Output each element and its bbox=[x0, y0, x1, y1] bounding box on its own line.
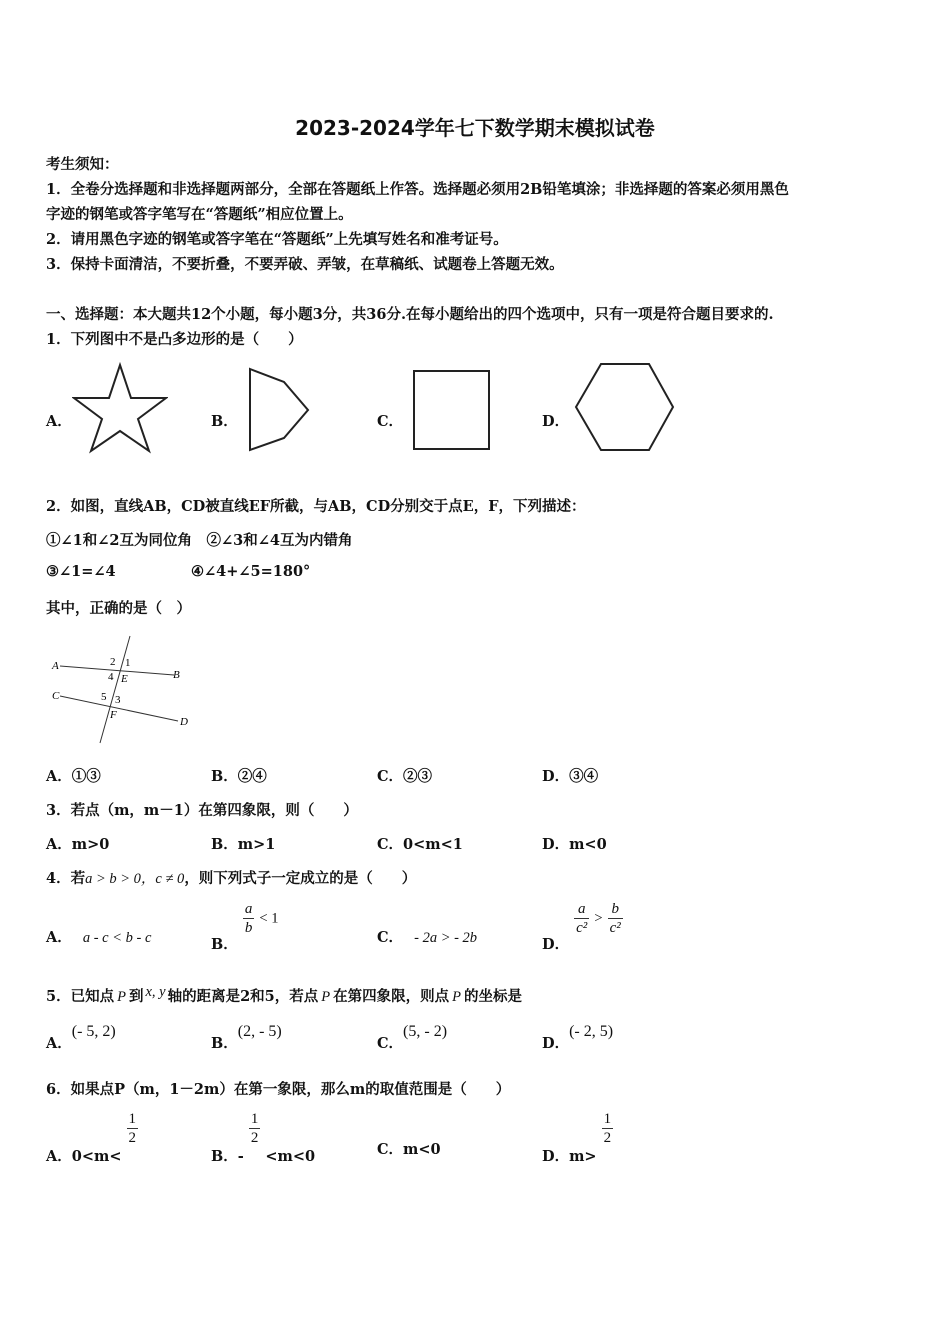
q6-option-c: C．m<0 bbox=[377, 1141, 441, 1158]
q6-a-fraction bbox=[127, 1110, 139, 1147]
q6-option-b bbox=[211, 1110, 316, 1165]
notice-item-3: 3．保持卡面清洁，不要折叠，不要弄破、弄皱，在草稿纸、试题卷上答题无效。 bbox=[46, 256, 564, 273]
q2-stem: 2．如图，直线AB，CD被直线EF所截，与AB，CD分别交于点E，F，下列描述： bbox=[46, 498, 586, 515]
frac-den: c² bbox=[609, 920, 621, 936]
q3-stem: 3．若点（m，m－1）在第四象限，则（ ） bbox=[46, 802, 358, 819]
transversal-figure bbox=[46, 632, 196, 747]
frac-num: 1 bbox=[250, 1111, 259, 1127]
q5-point-p-3: P bbox=[452, 989, 461, 1005]
notice-item-1a: 1．全卷分选择题和非选择题两部分，全部在答题纸上作答。选择题必须用2B铅笔填涂；非选择题的答案必须用黑色 bbox=[46, 181, 789, 198]
label-c: C bbox=[52, 690, 60, 702]
q3-option-b: B．m>1 bbox=[211, 836, 276, 853]
q5-label-b: B． bbox=[211, 1035, 238, 1052]
q5-value-a: (- 5, 2) bbox=[71, 1023, 116, 1040]
q6-b-text: B．- bbox=[211, 1147, 244, 1165]
label-f: F bbox=[110, 709, 117, 721]
frac-num: 1 bbox=[603, 1111, 612, 1127]
q6-a-text: A．0<m< bbox=[46, 1147, 122, 1165]
star-shape bbox=[72, 362, 168, 454]
q5-label-d: D． bbox=[542, 1035, 570, 1052]
q4-stem-post: ，则下列式子一定成立的是（ ） bbox=[184, 870, 417, 887]
q1-label-b: B． bbox=[211, 413, 238, 430]
q3-option-c: C．0<m<1 bbox=[377, 836, 463, 853]
q5-point-p-2: P bbox=[321, 989, 331, 1005]
q4-rel-d: > bbox=[594, 910, 603, 927]
frac-num: 1 bbox=[128, 1111, 137, 1127]
q5-option-a bbox=[46, 1023, 116, 1053]
q2-statement-4: ④∠4+∠5=180° bbox=[191, 563, 311, 580]
q5-to: 到 bbox=[128, 988, 144, 1005]
page-title: 2023-2024学年七下数学期末模拟试卷 bbox=[295, 116, 655, 140]
q4-stem bbox=[46, 867, 416, 888]
q2-option-b: B．②④ bbox=[211, 768, 267, 785]
q6-b-post: <m<0 bbox=[265, 1147, 316, 1165]
q4-label-b: B． bbox=[211, 935, 238, 953]
q6-option-a bbox=[46, 1110, 138, 1165]
q4-label-c: C． bbox=[377, 929, 404, 946]
hexagon-shape bbox=[571, 360, 677, 454]
angle-4: 4 bbox=[108, 671, 114, 683]
q4-rel-b: < 1 bbox=[259, 910, 279, 927]
q5-stem bbox=[46, 985, 522, 1006]
q4-expr-c: - 2a > - 2b bbox=[414, 930, 478, 946]
frac-den: 2 bbox=[250, 1130, 259, 1146]
q2-option-d: D．③④ bbox=[542, 768, 599, 785]
notice-item-1b: 字迹的钢笔或答字笔写在“答题纸”相应位置上。 bbox=[46, 206, 353, 223]
q4-fraction-d2 bbox=[608, 900, 623, 937]
q4-label-d: D． bbox=[542, 935, 570, 953]
frac-num: a bbox=[574, 900, 589, 919]
frac-den: b bbox=[244, 920, 253, 936]
q4-fraction-d1 bbox=[574, 900, 589, 937]
q5-value-d: (- 2, 5) bbox=[569, 1023, 614, 1040]
q3-option-a: A．m>0 bbox=[46, 836, 110, 853]
q4-option-d bbox=[542, 900, 623, 953]
q6-stem: 6．如果点P（m，1－2m）在第一象限，那么m的取值范围是（ ） bbox=[46, 1081, 511, 1098]
q5-value-b: (2, - 5) bbox=[237, 1023, 282, 1040]
q1-label-c: C． bbox=[377, 413, 404, 430]
angle-2: 2 bbox=[110, 656, 116, 668]
q2-statement-1-2: ①∠1和∠2互为同位角 ②∠3和∠4互为内错角 bbox=[46, 532, 353, 549]
q5-label-a: A． bbox=[46, 1035, 72, 1052]
frac-num: a bbox=[244, 901, 253, 917]
q2-option-a: A．①③ bbox=[46, 768, 101, 785]
q5-mid2: 在第四象限，则点 bbox=[333, 988, 450, 1005]
q1-label-d: D． bbox=[542, 413, 570, 430]
q3-option-d: D．m<0 bbox=[542, 836, 607, 853]
q4-option-c bbox=[377, 926, 477, 947]
q1-label-a: A． bbox=[46, 413, 72, 430]
frac-den: c² bbox=[576, 920, 588, 936]
q5-option-b bbox=[211, 1023, 282, 1053]
square-shape bbox=[411, 368, 493, 452]
section-heading: 一、选择题：本大题共12个小题，每小题3分，共36分.在每小题给出的四个选项中，只有一项是符合题目要求的. bbox=[46, 306, 774, 323]
angle-1: 1 bbox=[125, 657, 131, 669]
q5-point-p: P bbox=[117, 989, 126, 1005]
notice-item-2: 2．请用黑色字迹的钢笔或答字笔在“答题纸”上先填写姓名和准考证号。 bbox=[46, 231, 508, 248]
frac-num: b bbox=[608, 900, 623, 919]
q4-option-b bbox=[211, 900, 279, 953]
label-e: E bbox=[121, 673, 128, 685]
q5-xy: x, y bbox=[145, 984, 166, 1000]
q2-option-c: C．②③ bbox=[377, 768, 433, 785]
q6-b-fraction bbox=[249, 1110, 261, 1147]
q6-d-fraction bbox=[602, 1110, 614, 1147]
label-d: D bbox=[180, 716, 188, 728]
frac-den: 2 bbox=[603, 1130, 612, 1146]
q5-option-c bbox=[377, 1023, 448, 1053]
q1-stem: 1．下列图中不是凸多边形的是（ ） bbox=[46, 331, 303, 348]
q6-d-text: D．m> bbox=[542, 1147, 597, 1165]
q4-label-a: A． bbox=[46, 929, 72, 946]
angle-3: 3 bbox=[115, 694, 121, 706]
q5-pre: 5．已知点 bbox=[46, 988, 115, 1005]
q5-mid: 轴的距离是2和5，若点 bbox=[167, 988, 319, 1005]
q5-label-c: C． bbox=[377, 1035, 404, 1052]
pentagon-shape bbox=[246, 366, 312, 456]
angle-5: 5 bbox=[101, 691, 107, 703]
frac-den: 2 bbox=[128, 1130, 137, 1146]
q4-option-a bbox=[46, 926, 151, 947]
q5-option-d bbox=[542, 1023, 614, 1053]
q2-ask: 其中，正确的是（ ） bbox=[46, 600, 191, 617]
q4-fraction-b bbox=[243, 900, 255, 937]
label-b: B bbox=[173, 669, 180, 681]
label-a: A bbox=[52, 660, 59, 672]
q4-stem-pre: 4．若 bbox=[46, 870, 86, 887]
q4-stem-math: a > b > 0，c ≠ 0 bbox=[85, 871, 185, 887]
q2-statement-3: ③∠1=∠4 bbox=[46, 563, 116, 580]
q5-value-c: (5, - 2) bbox=[403, 1023, 448, 1040]
q4-expr-a: a - c < b - c bbox=[82, 930, 152, 946]
q5-end: 的坐标是 bbox=[463, 988, 522, 1005]
notice-heading: 考生须知： bbox=[46, 156, 119, 173]
q6-option-d bbox=[542, 1110, 613, 1165]
